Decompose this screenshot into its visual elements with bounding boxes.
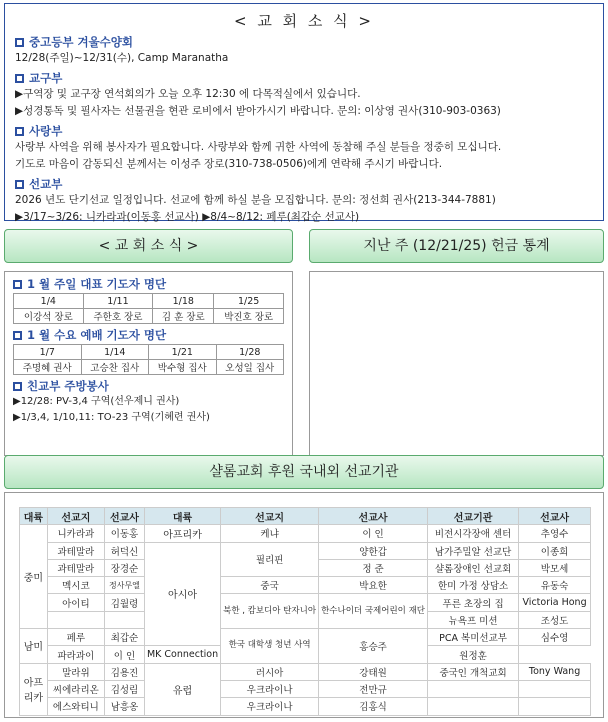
news-line: 사랑부 사역을 위해 봉사자가 필요합니다. 사랑부와 함께 귀한 사역에 동참해 주실 분들을 정중히 모십니다.: [15, 141, 502, 153]
mission-country: 필리핀: [221, 542, 319, 577]
kitchen-service-heading: 친교부 주방봉사: [13, 378, 284, 394]
missionary-name: 김용진: [104, 663, 144, 680]
missionary-name: 양한갑: [319, 542, 428, 559]
missionary-name: 정사무엘: [104, 577, 144, 594]
offering-stats-banner: 지난 주 (12/21/25) 헌금 통계: [309, 229, 604, 263]
missionary-name: 김홍식: [319, 698, 428, 715]
news-section-heading: [15, 123, 593, 139]
mission-country: 니카라과: [47, 525, 104, 542]
prayer-date: 1/14: [81, 345, 149, 360]
mission-country: 과테말라: [47, 559, 104, 576]
prayer-date: 1/7: [14, 345, 82, 360]
mission-country: 페루: [47, 629, 104, 646]
prayer-name: 김 훈 장로: [153, 309, 214, 324]
prayer-date: 1/21: [149, 345, 217, 360]
missions-box: [4, 492, 604, 718]
missions-header: 대륙: [144, 508, 220, 525]
mission-country: 아이티: [47, 594, 104, 611]
news-section-heading: [15, 176, 593, 192]
mission-country: 한국 대학생 청년 사역: [221, 629, 319, 664]
region-cell: 아프 리카: [20, 663, 48, 715]
schedule-box: [4, 271, 293, 456]
news-line: ▶성경통독 및 필사자는 선물권을 현관 로비에서 받아가시기 바랍니다. 문의: 이상영 권사(310-903-0363): [15, 105, 501, 117]
missionary-name: 원정훈: [428, 646, 519, 663]
mission-agency: PCA 복미선교부: [428, 629, 519, 646]
missionary-name: 강태원: [319, 663, 428, 680]
missions-table: [19, 507, 591, 716]
wednesday-prayer-table: [13, 344, 284, 375]
mission-country: 케냐: [221, 525, 319, 542]
missionary-name: 이동홍: [104, 525, 144, 542]
missions-header: 대륙: [20, 508, 48, 525]
sunday-prayer-table: [13, 293, 284, 324]
offering-stats-panel: [309, 271, 604, 456]
region-cell: 유럽: [144, 663, 220, 715]
missionary-name: 이 인: [104, 646, 144, 663]
missionary-name: 홍승주: [319, 629, 428, 664]
square-bullet-icon: [15, 38, 24, 47]
prayer-name: 주명혜 권사: [14, 360, 82, 375]
sunday-prayer-heading: 1 월 주일 대표 기도자 명단: [13, 276, 284, 292]
mission-agency: 샬롬장애인 선교회: [428, 559, 519, 576]
region-cell: 아시아: [144, 542, 220, 646]
missionary-name: Victoria Hong: [519, 594, 591, 611]
missions-banner: 샬롬교회 후원 국내외 선교기관: [4, 455, 604, 489]
mission-agency: [428, 680, 519, 697]
square-bullet-icon: [13, 331, 22, 340]
prayer-date: 1/25: [214, 294, 284, 309]
mission-country: 과테말라: [47, 542, 104, 559]
region-cell: 아프리카: [144, 525, 220, 542]
prayer-name: 박진호 장로: [214, 309, 284, 324]
square-bullet-icon: [15, 127, 24, 136]
missions-header: 선교사: [319, 508, 428, 525]
mission-country: 씨에라리온: [47, 680, 104, 697]
news-section: [15, 34, 593, 67]
mission-country: 우크라이나: [221, 698, 319, 715]
church-news-title: < 교 회 소 식 >: [234, 12, 374, 30]
mission-country: 멕시코: [47, 577, 104, 594]
region-cell: 중미: [20, 525, 48, 629]
news-line: 2026 년도 단기선교 일정입니다. 선교에 함께 하실 분을 모집합니다. 문의: 정선희 권사(213-344-7881): [15, 194, 496, 206]
news-section-title: 교구부: [29, 71, 63, 85]
news-section-heading: [15, 70, 593, 86]
prayer-name: 박수형 집사: [149, 360, 217, 375]
square-bullet-icon: [15, 180, 24, 189]
missionary-name: 박요한: [319, 577, 428, 594]
news-section: [15, 176, 593, 226]
kitchen-line: ▶12/28: PV-3,4 구역(선우제니 권사): [13, 396, 180, 407]
missionary-name: 이 인: [319, 525, 428, 542]
mission-country: [47, 611, 104, 628]
square-bullet-icon: [13, 280, 22, 289]
prayer-name: 주한호 장로: [83, 309, 153, 324]
mission-agency: [428, 698, 519, 715]
kitchen-line: ▶1/3,4, 1/10,11: TO-23 구역(기혜련 권사): [13, 412, 210, 423]
missions-header: 선교사: [104, 508, 144, 525]
missionary-name: 이종희: [519, 542, 591, 559]
missionary-name: 심수영: [519, 629, 591, 646]
missionary-name: [519, 698, 591, 715]
mission-country: 러시아: [221, 663, 319, 680]
missions-header: 선교지: [47, 508, 104, 525]
missionary-name: [104, 611, 144, 628]
missionary-name: 한수나이더 국제어린이 재단: [319, 594, 428, 629]
missionary-name: 장경순: [104, 559, 144, 576]
missions-header: 선교지: [221, 508, 319, 525]
news-section-heading: [15, 34, 593, 50]
missionary-name: 허덕신: [104, 542, 144, 559]
wednesday-prayer-heading: 1 월 수요 예배 기도자 명단: [13, 327, 284, 343]
square-bullet-icon: [15, 74, 24, 83]
news-section-title: 사랑부: [29, 124, 63, 138]
missionary-name: 추영수: [519, 525, 591, 542]
missionary-name: 김성림: [104, 680, 144, 697]
missionary-name: 박모세: [519, 559, 591, 576]
news-line: 12/28(주일)~12/31(수), Camp Maranatha: [15, 52, 229, 64]
news-section-title: 선교부: [29, 177, 63, 191]
news-section: [15, 123, 593, 173]
church-news-banner: < 교 회 소 식 >: [4, 229, 293, 263]
mission-country: 에스와티니: [47, 698, 104, 715]
mission-agency: 중국인 개척교회: [428, 663, 519, 680]
news-section: [15, 70, 593, 120]
missionary-name: 유동숙: [519, 577, 591, 594]
region-cell: 남미: [20, 629, 48, 664]
church-news-box: [4, 3, 604, 221]
mission-agency: 남가주밀알 선교단: [428, 542, 519, 559]
square-bullet-icon: [13, 382, 22, 391]
missionary-name: 김월령: [104, 594, 144, 611]
missionary-name: 최갑순: [104, 629, 144, 646]
missions-header: 선교기관: [428, 508, 519, 525]
prayer-date: 1/28: [216, 345, 284, 360]
mission-country: 우크라이나: [221, 680, 319, 697]
missionary-name: 조성도: [519, 611, 591, 628]
news-line: ▶구역장 및 교구장 연석회의가 오늘 오후 12:30 에 다목적실에서 있습니다.: [15, 88, 361, 100]
missionary-name: 전만규: [319, 680, 428, 697]
prayer-name: 고승찬 집사: [81, 360, 149, 375]
missionary-name: [519, 680, 591, 697]
prayer-date: 1/4: [14, 294, 84, 309]
news-line: 기도로 마음이 감동되신 분께서는 이성주 장로(310-738-0506)에게 연락해 주시기 바랍니다.: [15, 158, 443, 170]
prayer-date: 1/18: [153, 294, 214, 309]
mission-country: 말라위: [47, 663, 104, 680]
prayer-name: 오성일 집사: [216, 360, 284, 375]
missions-header: 선교사: [519, 508, 591, 525]
missionary-name: Tony Wang: [519, 663, 591, 680]
missionary-name: 정 준: [319, 559, 428, 576]
news-line: ▶3/17~3/26: 니카라과(이동홍 선교사) ▶8/4~8/12: 페루(최갑순 선교사): [15, 211, 360, 223]
mission-country: 북한 , 캄보디아 탄자니아: [221, 594, 319, 629]
prayer-name: 이강석 장로: [14, 309, 84, 324]
prayer-date: 1/11: [83, 294, 153, 309]
missionary-name: 남흥옹: [104, 698, 144, 715]
mission-agency: 푸른 초장의 집: [428, 594, 519, 611]
mission-agency: 한미 가정 상담소: [428, 577, 519, 594]
mission-agency: 뉴욕프 미션: [428, 611, 519, 628]
news-section-title: 중고등부 겨울수양회: [29, 35, 133, 49]
mission-agency: MK Connection: [144, 646, 220, 663]
mission-agency: 비전시각장애 센터: [428, 525, 519, 542]
mission-country: 중국: [221, 577, 319, 594]
mission-country: 파라과이: [47, 646, 104, 663]
